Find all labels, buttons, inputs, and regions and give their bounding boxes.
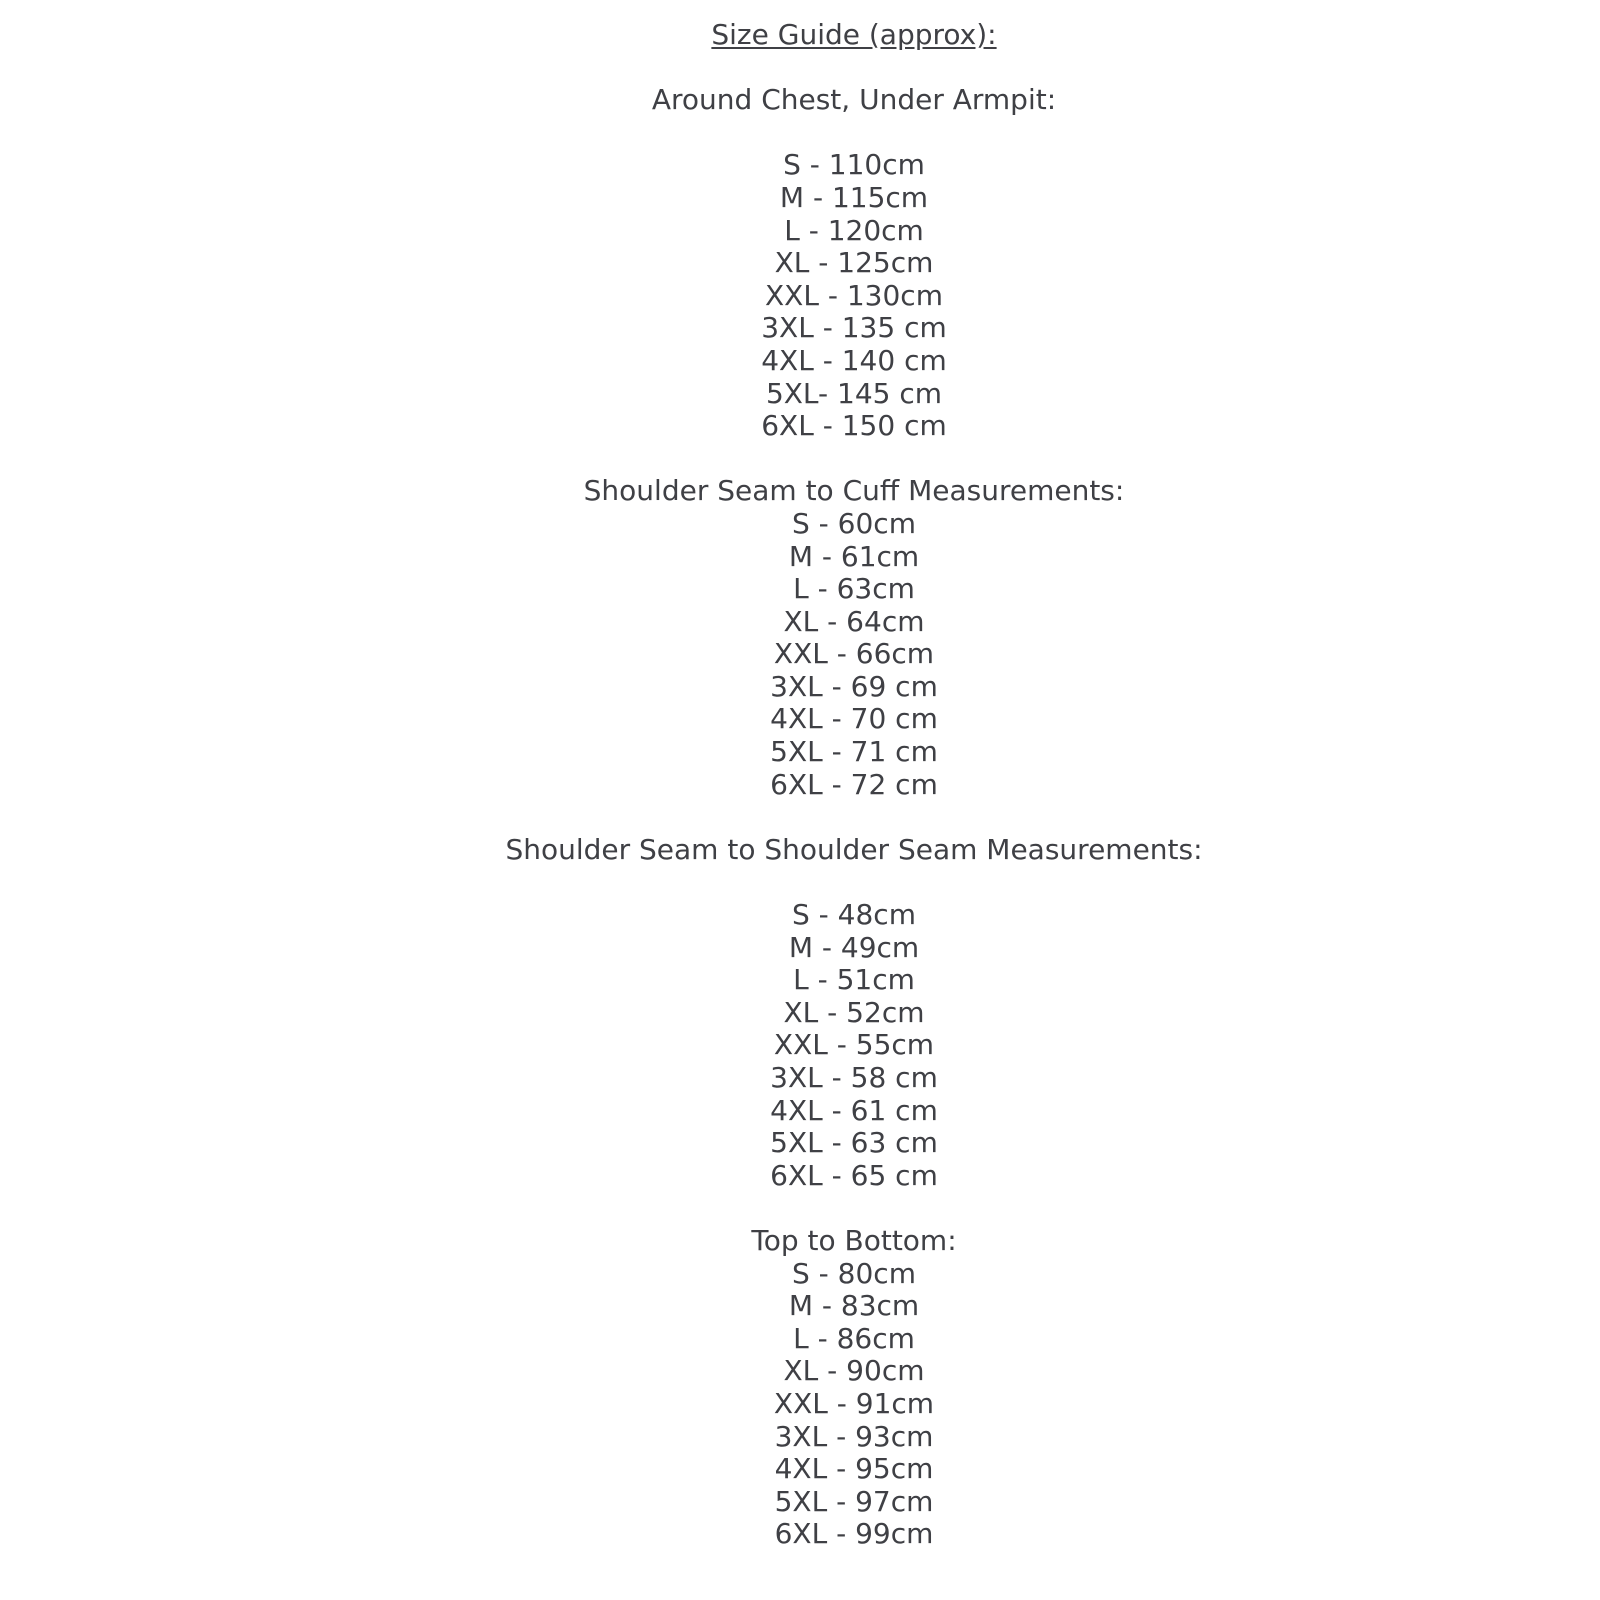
spacer xyxy=(108,1192,1600,1225)
size-row: 3XL - 135 cm xyxy=(761,311,947,345)
size-row: 4XL - 70 cm xyxy=(770,702,938,736)
spacer xyxy=(108,117,1600,150)
size-row: XXL - 91cm xyxy=(773,1386,935,1420)
size-row: XL - 52cm xyxy=(783,995,925,1029)
section-header-shoulder: Shoulder Seam to Shoulder Seam Measurements: xyxy=(505,832,1203,866)
size-row: XL - 125cm xyxy=(774,246,934,280)
size-row: 3XL - 93cm xyxy=(774,1419,934,1453)
spacer xyxy=(108,801,1600,834)
size-list-sleeve xyxy=(108,508,1600,801)
size-list-shoulder xyxy=(108,899,1600,1192)
size-row: 5XL - 97cm xyxy=(774,1484,934,1518)
size-row: XXL - 130cm xyxy=(765,278,943,312)
size-row: 4XL - 95cm xyxy=(774,1452,934,1486)
size-row: M - 83cm xyxy=(788,1289,920,1323)
size-row: M - 49cm xyxy=(788,930,920,964)
page-title: Size Guide (approx): xyxy=(711,18,997,51)
size-row: 3XL - 69 cm xyxy=(770,669,938,703)
size-row: S - 80cm xyxy=(792,1256,916,1290)
size-row: 5XL - 63 cm xyxy=(770,1126,938,1160)
size-row: 6XL - 99cm xyxy=(774,1517,934,1551)
size-row: M - 115cm xyxy=(779,180,929,214)
size-row: XL - 90cm xyxy=(783,1354,925,1388)
size-row: XXL - 66cm xyxy=(773,637,935,671)
size-row: M - 61cm xyxy=(788,539,920,573)
size-row: 6XL - 150 cm xyxy=(761,409,947,443)
size-list-length xyxy=(108,1258,1600,1551)
size-row: 4XL - 61 cm xyxy=(770,1093,938,1127)
size-row: 3XL - 58 cm xyxy=(770,1061,938,1094)
size-row: L - 86cm xyxy=(793,1321,915,1355)
size-row: 6XL - 65 cm xyxy=(770,1158,938,1192)
size-row: S - 60cm xyxy=(792,506,916,540)
spacer xyxy=(108,443,1600,476)
size-row: 5XL- 145 cm xyxy=(765,376,943,410)
section-header-length: Top to Bottom: xyxy=(751,1223,957,1257)
size-row: L - 120cm xyxy=(784,213,924,247)
section-header-chest: Around Chest, Under Armpit: xyxy=(651,83,1057,117)
section-header-sleeve: Shoulder Seam to Cuff Measurements: xyxy=(583,474,1125,508)
spacer xyxy=(108,52,1600,85)
size-row: S - 110cm xyxy=(783,148,925,182)
size-guide-document xyxy=(108,0,1600,1551)
size-row: 6XL - 72 cm xyxy=(770,767,938,801)
size-row: L - 63cm xyxy=(793,572,915,606)
size-row: XL - 64cm xyxy=(783,604,925,638)
size-row: S - 48cm xyxy=(792,898,916,932)
size-row: XXL - 55cm xyxy=(773,1028,935,1062)
spacer xyxy=(108,866,1600,899)
size-row: L - 51cm xyxy=(793,963,915,997)
size-row: 5XL - 71 cm xyxy=(770,735,938,769)
size-row: 4XL - 140 cm xyxy=(761,343,947,377)
size-list-chest xyxy=(108,149,1600,442)
